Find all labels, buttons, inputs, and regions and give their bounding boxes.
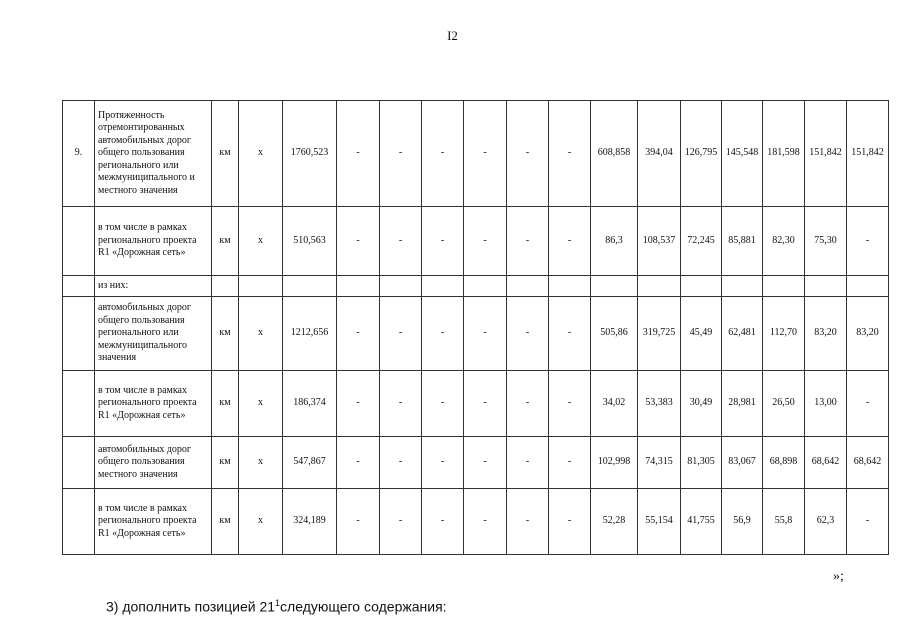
table-row xyxy=(63,371,889,437)
row-number-cell xyxy=(63,276,95,297)
year-value-cell: 83,20 xyxy=(847,297,889,371)
empty-year-cell: - xyxy=(549,101,591,207)
year-value-cell: 62,481 xyxy=(722,297,763,371)
unit-cell: км xyxy=(212,207,239,276)
empty-year-cell: - xyxy=(422,207,464,276)
base-value-cell: x xyxy=(239,297,283,371)
unit-cell: км xyxy=(212,297,239,371)
row-number-cell xyxy=(63,489,95,555)
year-value-cell: 86,3 xyxy=(591,207,638,276)
base-value-cell: x xyxy=(239,371,283,437)
base-value-cell: x xyxy=(239,207,283,276)
empty-year-cell: - xyxy=(422,371,464,437)
empty-year-cell: - xyxy=(549,297,591,371)
indicator-name-cell: в том числе в рамках регионального проекта R1 «Дорожная сеть» xyxy=(95,371,212,437)
year-value-cell: 108,537 xyxy=(638,207,681,276)
year-value-cell xyxy=(805,276,847,297)
row-number-cell xyxy=(63,371,95,437)
year-value-cell: 13,00 xyxy=(805,371,847,437)
empty-year-cell: - xyxy=(380,297,422,371)
amendment-note-suffix: следующего содержания: xyxy=(280,598,447,615)
year-value-cell: 151,842 xyxy=(847,101,889,207)
empty-year-cell: - xyxy=(507,297,549,371)
year-value-cell: 34,02 xyxy=(591,371,638,437)
empty-year-cell: - xyxy=(549,207,591,276)
table-row xyxy=(63,101,889,207)
unit-cell xyxy=(212,276,239,297)
empty-year-cell: - xyxy=(507,437,549,489)
year-value-cell: 81,305 xyxy=(681,437,722,489)
year-value-cell xyxy=(591,276,638,297)
total-value-cell: 324,189 xyxy=(283,489,337,555)
year-value-cell: 30,49 xyxy=(681,371,722,437)
amendment-note-prefix: 3) дополнить позицией 21 xyxy=(106,598,276,615)
year-value-cell: 112,70 xyxy=(763,297,805,371)
table-row xyxy=(63,437,889,489)
total-value-cell: 1760,523 xyxy=(283,101,337,207)
year-value-cell: 55,154 xyxy=(638,489,681,555)
total-value-cell: 510,563 xyxy=(283,207,337,276)
empty-year-cell: - xyxy=(337,207,380,276)
year-value-cell: - xyxy=(847,371,889,437)
row-number-cell xyxy=(63,297,95,371)
year-value-cell: 319,725 xyxy=(638,297,681,371)
empty-year-cell: - xyxy=(380,101,422,207)
year-value-cell: 505,86 xyxy=(591,297,638,371)
table-row xyxy=(63,207,889,276)
year-value-cell: 28,981 xyxy=(722,371,763,437)
year-value-cell: 68,642 xyxy=(847,437,889,489)
year-value-cell: - xyxy=(847,207,889,276)
year-value-cell xyxy=(681,276,722,297)
page-number: I2 xyxy=(447,28,458,43)
table-row xyxy=(63,489,889,555)
empty-year-cell: - xyxy=(507,207,549,276)
total-value-cell: 186,374 xyxy=(283,371,337,437)
indicator-table xyxy=(62,100,889,555)
base-value-cell xyxy=(239,276,283,297)
year-value-cell: 72,245 xyxy=(681,207,722,276)
empty-year-cell: - xyxy=(422,101,464,207)
year-value-cell: 41,755 xyxy=(681,489,722,555)
empty-year-cell: - xyxy=(464,371,507,437)
year-value-cell: 74,315 xyxy=(638,437,681,489)
year-value-cell: 68,642 xyxy=(805,437,847,489)
empty-year-cell: - xyxy=(464,297,507,371)
year-value-cell xyxy=(638,276,681,297)
unit-cell: км xyxy=(212,371,239,437)
indicator-name-cell: автомобильных дорог общего пользования местного значения xyxy=(95,437,212,489)
year-value-cell: 62,3 xyxy=(805,489,847,555)
total-value-cell: 1212,656 xyxy=(283,297,337,371)
year-value-cell: 151,842 xyxy=(805,101,847,207)
total-value-cell xyxy=(283,276,337,297)
unit-cell: км xyxy=(212,101,239,207)
empty-year-cell: - xyxy=(380,371,422,437)
year-value-cell: 55,8 xyxy=(763,489,805,555)
year-value-cell: 394,04 xyxy=(638,101,681,207)
year-value-cell: 26,50 xyxy=(763,371,805,437)
year-value-cell: 53,383 xyxy=(638,371,681,437)
empty-year-cell: - xyxy=(337,297,380,371)
empty-year-cell: - xyxy=(549,371,591,437)
indicator-name-cell: в том числе в рамках регионального проекта R1 «Дорожная сеть» xyxy=(95,207,212,276)
year-value-cell: 145,548 xyxy=(722,101,763,207)
empty-year-cell: - xyxy=(422,437,464,489)
base-value-cell: x xyxy=(239,101,283,207)
empty-year-cell: - xyxy=(507,371,549,437)
empty-year-cell: - xyxy=(464,207,507,276)
empty-year-cell: - xyxy=(337,489,380,555)
amendment-note-superscript: 1 xyxy=(275,598,281,608)
empty-year-cell: - xyxy=(380,489,422,555)
empty-year-cell xyxy=(549,276,591,297)
empty-year-cell xyxy=(422,276,464,297)
indicator-name-cell: в том числе в рамках регионального проекта R1 «Дорожная сеть» xyxy=(95,489,212,555)
table-row xyxy=(63,297,889,371)
empty-year-cell: - xyxy=(464,489,507,555)
empty-year-cell: - xyxy=(337,437,380,489)
year-value-cell: 56,9 xyxy=(722,489,763,555)
year-value-cell: 45,49 xyxy=(681,297,722,371)
empty-year-cell: - xyxy=(549,437,591,489)
year-value-cell: 82,30 xyxy=(763,207,805,276)
unit-cell: км xyxy=(212,437,239,489)
empty-year-cell: - xyxy=(464,437,507,489)
year-value-cell: 83,067 xyxy=(722,437,763,489)
indicator-name-cell: Протяженность отремонтированных автомобильных дорог общего пользования регионального или межмуниципального и местного значения xyxy=(95,101,212,207)
base-value-cell: x xyxy=(239,437,283,489)
row-number-cell xyxy=(63,207,95,276)
indicator-name-cell: из них: xyxy=(95,276,212,297)
year-value-cell: 102,998 xyxy=(591,437,638,489)
empty-year-cell: - xyxy=(337,101,380,207)
table-row xyxy=(63,276,889,297)
year-value-cell: 85,881 xyxy=(722,207,763,276)
total-value-cell: 547,867 xyxy=(283,437,337,489)
year-value-cell: 608,858 xyxy=(591,101,638,207)
empty-year-cell: - xyxy=(380,207,422,276)
year-value-cell: 75,30 xyxy=(805,207,847,276)
year-value-cell: 126,795 xyxy=(681,101,722,207)
amendment-note xyxy=(106,598,447,615)
empty-year-cell: - xyxy=(464,101,507,207)
year-value-cell: 52,28 xyxy=(591,489,638,555)
empty-year-cell xyxy=(380,276,422,297)
empty-year-cell: - xyxy=(337,371,380,437)
indicator-name-cell: автомобильных дорог общего пользования регионального или межмуниципального значения xyxy=(95,297,212,371)
year-value-cell: 68,898 xyxy=(763,437,805,489)
empty-year-cell: - xyxy=(422,297,464,371)
empty-year-cell xyxy=(337,276,380,297)
row-number-cell: 9. xyxy=(63,101,95,207)
row-number-cell xyxy=(63,437,95,489)
base-value-cell: x xyxy=(239,489,283,555)
empty-year-cell: - xyxy=(380,437,422,489)
unit-cell: км xyxy=(212,489,239,555)
empty-year-cell: - xyxy=(507,101,549,207)
empty-year-cell xyxy=(464,276,507,297)
year-value-cell: - xyxy=(847,489,889,555)
empty-year-cell: - xyxy=(549,489,591,555)
closing-quote-mark: »; xyxy=(833,569,844,584)
year-value-cell xyxy=(763,276,805,297)
empty-year-cell: - xyxy=(422,489,464,555)
year-value-cell xyxy=(847,276,889,297)
year-value-cell: 181,598 xyxy=(763,101,805,207)
year-value-cell: 83,20 xyxy=(805,297,847,371)
year-value-cell xyxy=(722,276,763,297)
empty-year-cell: - xyxy=(507,489,549,555)
empty-year-cell xyxy=(507,276,549,297)
